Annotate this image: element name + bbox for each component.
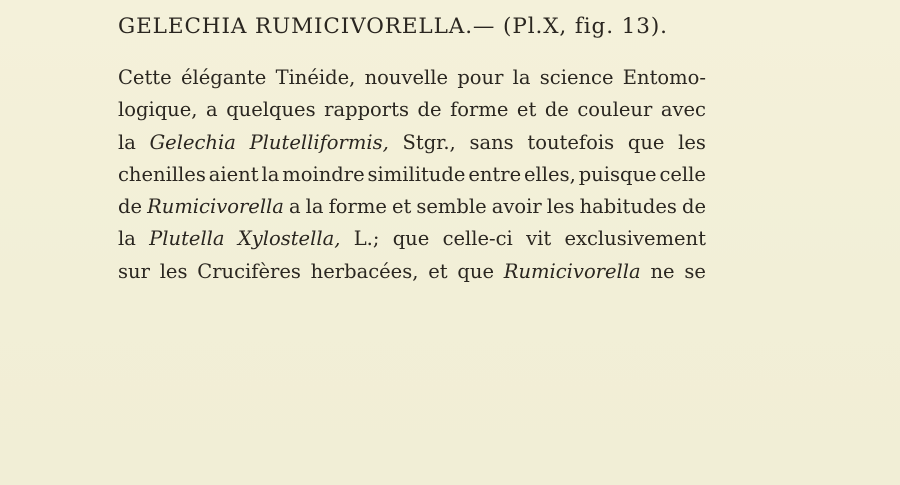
word: vit: [526, 227, 552, 251]
word: pour: [457, 66, 504, 89]
word: de: [544, 98, 569, 122]
word: aient: [208, 162, 259, 186]
body-paragraph: [118, 62, 706, 288]
word: élégante: [180, 66, 267, 89]
word: entre: [468, 162, 522, 186]
italic-word: Rumicivorella: [147, 195, 284, 219]
word: nouvelle: [364, 66, 449, 89]
word: et: [391, 195, 412, 219]
word: et: [428, 259, 448, 283]
italic-word: Plutelliformis,: [249, 130, 389, 154]
word: sans: [469, 130, 514, 154]
word: celle-ci: [442, 227, 513, 251]
text-line: [118, 159, 706, 191]
word: celle: [659, 162, 706, 186]
word: chenilles: [118, 162, 206, 186]
word: semble: [416, 195, 487, 219]
word: les: [159, 259, 188, 283]
word: la: [118, 227, 136, 251]
text-line: [118, 127, 706, 159]
word: se: [684, 259, 706, 283]
word: les: [678, 130, 706, 154]
word: que: [392, 227, 430, 251]
word: elles,: [524, 162, 576, 186]
word: avec: [660, 98, 706, 122]
word: forme: [328, 195, 387, 219]
word: herbacées,: [310, 259, 419, 283]
word: la: [512, 66, 531, 89]
word: couleur: [577, 98, 653, 122]
word: rapports: [324, 98, 409, 122]
word: moindre: [282, 162, 365, 186]
word: avoir: [491, 195, 542, 219]
word: Crucifères: [197, 259, 301, 283]
text-line: [118, 223, 706, 255]
word: exclusivement: [564, 227, 706, 251]
word: Cette: [118, 66, 172, 89]
word: a: [288, 195, 301, 219]
section-heading: GELECHIA RUMICIVORELLA.— (Pl.X, fig. 13).: [118, 14, 668, 39]
word: et: [516, 98, 537, 122]
word: les: [546, 195, 575, 219]
word: que: [457, 259, 494, 283]
word: toutefois: [527, 130, 615, 154]
word: habitudes: [579, 195, 677, 219]
word: la: [261, 162, 280, 186]
text-line: [118, 94, 706, 126]
word: similitude: [367, 162, 466, 186]
word: a: [206, 98, 218, 122]
word: la: [118, 130, 136, 154]
word: Entomo-: [622, 66, 706, 89]
word: puisque: [578, 162, 657, 186]
word: ne: [650, 259, 675, 283]
word: forme: [450, 98, 509, 122]
text-line: [118, 62, 706, 94]
word: de: [118, 195, 143, 219]
word: de: [681, 195, 706, 219]
text-line: [118, 191, 706, 223]
text-line: [118, 256, 706, 288]
word: Tinéide,: [275, 66, 356, 89]
word: science: [539, 66, 614, 89]
word: L.;: [353, 227, 380, 251]
word: Stgr.,: [402, 130, 456, 154]
word: sur: [118, 259, 150, 283]
word: logique,: [118, 98, 198, 122]
italic-word: Rumicivorella: [503, 259, 641, 283]
italic-word: Xylostella,: [237, 227, 341, 251]
word: que: [627, 130, 665, 154]
word: quelques: [226, 98, 316, 122]
italic-word: Plutella: [149, 227, 225, 251]
italic-word: Gelechia: [149, 130, 236, 154]
word: de: [417, 98, 442, 122]
word: la: [305, 195, 324, 219]
